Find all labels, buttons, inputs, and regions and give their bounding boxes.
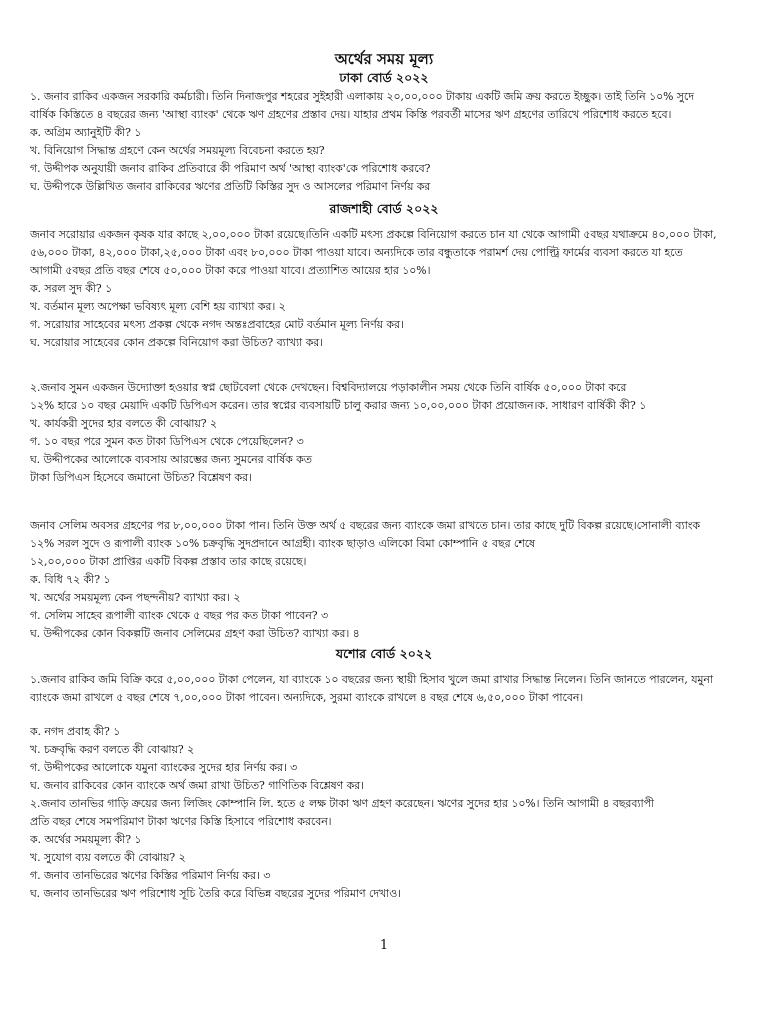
text-line: খ. কার্যকরী সুদের হার বলতে কী বোঝায়? ২: [30, 417, 217, 430]
text-line: ক. সরল সুদ কী? ১: [30, 282, 113, 295]
text-line: ঘ. সরোয়ার সাহেবের কোন প্রকল্পে বিনিয়োগ করা উচিত? ব্যাখ্যা কর।: [30, 336, 324, 349]
text-line: ২.জনাব সুমন একজন উদ্যোক্তা হওয়ার স্বপ্ন ছোটবেলা থেকে দেখছেন। বিশ্ববিদ্যালয়ে পড়াকালীন সময় থেকে তিনি বার্ষিক ৫০,০০০ টাকা করে: [30, 381, 627, 394]
page-number: 1: [379, 938, 389, 953]
text-line: ক. বিধি ৭২ কী? ১: [30, 573, 111, 586]
text-line: গ. সরোয়ার সাহেবের মৎস্য প্রকল্প থেকে নগদ অন্তঃপ্রবাহের মোট বর্তমান মূল্য নির্ণয় কর।: [30, 318, 404, 331]
text-line: জনাব সেলিম অবসর গ্রহণের পর ৮,০০,০০০ টাকা পান। তিনি উক্ত অর্থ ৫ বছরের জন্য ব্যাংকে জমা রাখতে চান। তার কাছে দুটি বিকল্প রয়েছে।সোনালী ব্যাংক: [30, 519, 700, 532]
text-line: ক. অগ্রিম অ্যানুইটি কী? ১: [30, 126, 142, 139]
text-line: ঘ. উদ্দীপকের আলোকে ব্যবসায় আরম্ভের জন্য সুমনের বার্ষিক কত: [30, 453, 312, 466]
text-line: ব্যাংকে জমা রাখলে ৫ বছর শেষে ৭,০০,০০০ টাকা পাবেন। অন্যদিকে, সুরমা ব্যাংকে রাখলে ৪ বছর শেষে ৬,৫০,০০০ টাকা পাবেন।: [30, 691, 584, 704]
text-line: খ. বিনিয়োগ সিদ্ধান্ত গ্রহণে কেন অর্থের সময়মূল্য বিবেচনা করতে হয়?: [30, 144, 325, 157]
text-line: ঘ. জনাব তানভিরের ঋণ পরিশোধ সূচি তৈরি করে বিভিন্ন বছরের সুদের পরিমাণ দেখাও।: [30, 887, 401, 900]
text-line: গ. সেলিম সাহেব রূপালী ব্যাংক থেকে ৫ বছর পর কত টাকা পাবেন? ৩: [30, 609, 328, 622]
text-line: ঘ. জনাব রাকিবের কোন ব্যাংকে অর্থ জমা রাখা উচিত? গাণিতিক বিশ্লেষণ কর।: [30, 779, 364, 792]
board-heading-rajshahi: রাজশাহী বোর্ড ২০২২: [329, 201, 439, 216]
text-line: আগামী ৫বছর প্রতি বছর শেষে ৫০,০০০ টাকা করে পাওয়া যাবে। প্রত্যাশিত আয়ের হার ১০%।: [30, 264, 431, 277]
text-line: প্রতি বছর শেষে সমপরিমাণ টাকা ঋণের কিস্তি হিসাবে পরিশোধ করবেন।: [30, 815, 332, 828]
text-line: গ. জনাব তানভিরের ঋণের কিস্তির পরিমাণ নির্ণয় কর। ৩: [30, 869, 271, 882]
text-line: ৫৬,০০০ টাকা, ৪২,০০০ টাকা,২৫,০০০ টাকা এবং ৮০,০০০ টাকা পাওয়া যাবে। অন্যদিকে তার বন্ধুতাকে পরামর্শ দেয় পোল্ট্রি ফার্মের ব্যবসা করতে যা হতে: [30, 246, 683, 259]
text-line: খ. বর্তমান মূল্য অপেক্ষা ভবিষ্যৎ মূল্য বেশি হয় ব্যাখ্যা কর। ২: [30, 300, 286, 313]
board-heading-dhaka: ঢাকা বোর্ড ২০২২: [339, 70, 429, 85]
text-line: ঘ. উদ্দীপকের কোন বিকল্পটি জনাব সেলিমের গ্রহণ করা উচিত? ব্যাখ্যা কর। ৪: [30, 627, 360, 640]
text-line: গ. উদ্দীপকের আলোকে যমুনা ব্যাংকের সুদের হার নির্ণয় কর। ৩: [30, 761, 298, 774]
text-line: ক. নগদ প্রবাহ কী? ১: [30, 725, 121, 738]
text-line: ১২,০০,০০০ টাকা প্রাপ্তির একটি বিকল্প প্রস্তাব তার কাছে রয়েছে।: [30, 555, 307, 568]
text-line: খ. চক্রবৃদ্ধি করণ বলতে কী বোঝায়? ২: [30, 743, 195, 756]
page-title: অর্থের সময় মূল্য: [334, 50, 434, 68]
text-line: গ. উদ্দীপক অনুযায়ী জনাব রাকিব প্রতিবারে কী পরিমাণ অর্থ 'আস্থা ব্যাংক'কে পরিশোধ করবে?: [30, 162, 431, 175]
text-line: গ. ১০ বছর পরে সুমন কত টাকা ডিপিএস থেকে পেয়েছিলেন? ৩: [30, 435, 304, 448]
text-line: ১. জনাব রাকিব একজন সরকারি কর্মচারী। তিনি দিনাজপুর শহরের সুইহারী এলাকায় ২০,০০,০০০ টাকায় একটি জমি ক্রয় করতে ইচ্ছুক। তাই তিনি ১০% সুদে: [30, 90, 694, 103]
text-line: খ. সুযোগ ব্যয় বলতে কী বোঝায়? ২: [30, 851, 186, 864]
text-line: জনাব সরোয়ার একজন কৃষক যার কাছে ২,০০,০০০ টাকা রয়েছে।তিনি একটি মৎস্য প্রকল্পে বিনিয়োগ করতে চান যা থেকে আগামী ৫বছর যথাক্রমে ৪০,০০০ টাকা,: [30, 228, 717, 241]
text-line: বার্ষিক কিস্তিতে ৪ বছরের জন্য 'আস্থা ব্যাংক' থেকে ঋণ গ্রহণের প্রস্তাব দেয়। যাহার প্রথম কিস্তি পরবর্তী মাসের ঋণ গ্রহণের তারিখে পরিশোধ করতে হবে।: [30, 108, 672, 121]
text-line: ১.জনাব রাকিব জমি বিক্রি করে ৫,০০,০০০ টাকা পেলেন, যা ব্যাংকে ১০ বছরের জন্য স্থায়ী হিসাব খুলে জমা রাখার সিদ্ধান্ত নিলেন। তিনি জানতে পারলেন, যমুনা: [30, 673, 713, 686]
text-line: টাকা ডিপিএস হিসেবে জমানো উচিত? বিশ্লেষণ কর।: [30, 471, 252, 484]
text-line: ক. অর্থের সময়মূল্য কী? ১: [30, 833, 142, 846]
text-line: ঘ. উদ্দীপকে উল্লিখিত জনাব রাকিবের ঋণের প্রতিটি কিস্তির সুদ ও আসলের পরিমাণ নির্ণয় কর: [30, 180, 431, 193]
text-line: খ. অর্থের সময়মূল্য কেন পছন্দনীয়? ব্যাখ্যা কর। ২: [30, 591, 241, 604]
text-line: ১২% হারে ১০ বছর মেয়াদি একটি ডিপিএস করেন। তার স্বপ্নের ব্যবসায়টি চালু করার জন্য ১০,০০,০০০ টাকা প্রয়োজন।ক. সাধারণ বার্ষিকী কী? ১: [30, 399, 647, 412]
board-heading-jessore: যশোর বোর্ড ২০২২: [335, 646, 433, 661]
text-line: ১২% সরল সুদে ও রূপালী ব্যাংক ১০% চক্রবৃদ্ধি সুদপ্রদানে আগ্রহী। ব্যাংক ছাড়াও এলিকো বিমা কোম্পানি ৫ বছর শেষে: [30, 537, 535, 550]
text-line: ২.জনাব তানভির গাড়ি ক্রয়ের জন্য লিজিং কোম্পানি লি. হতে ৫ লক্ষ টাকা ঋণ গ্রহণ করেছেন। ঋণের সুদের হার ১০%। তিনি আগামী ৪ বছরব্যাপী: [30, 797, 655, 810]
